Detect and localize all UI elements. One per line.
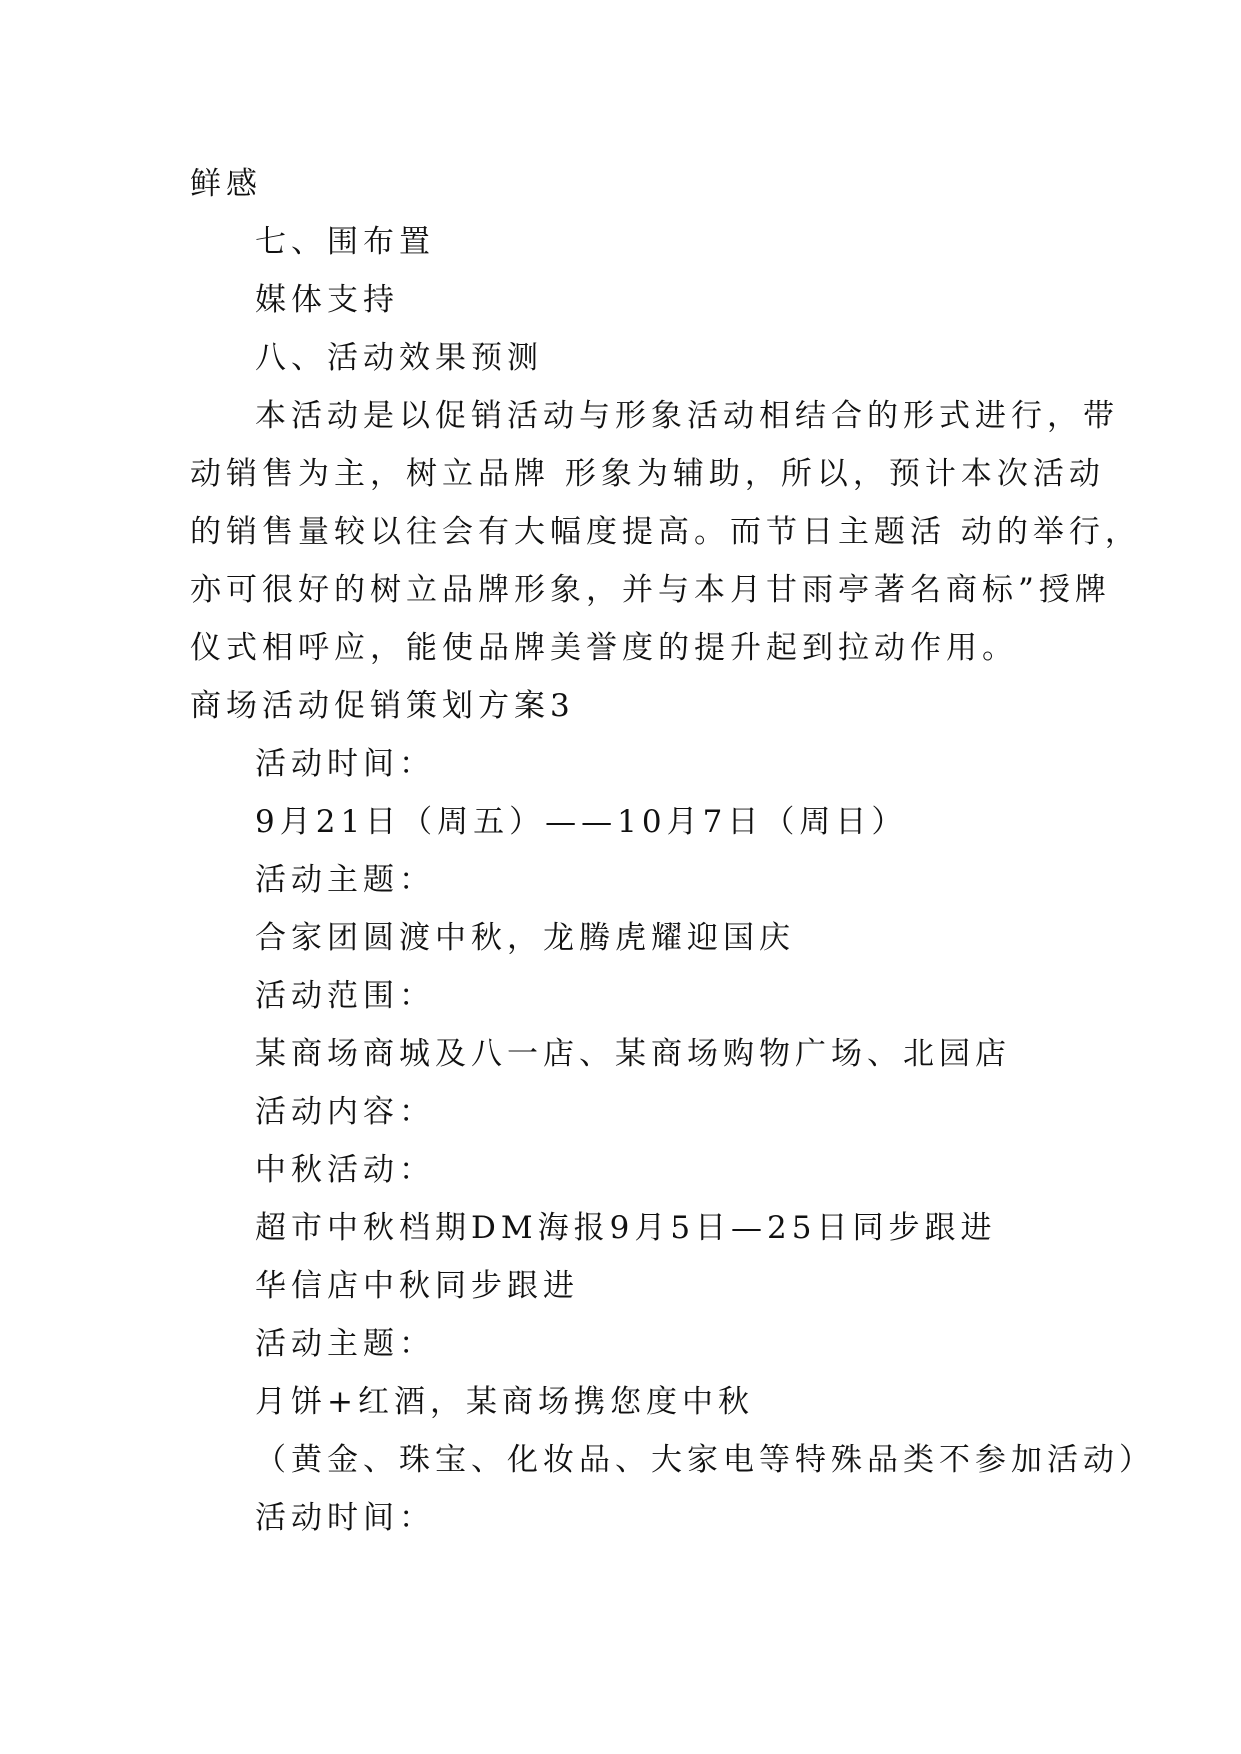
field-label: 活动主题： [255,1326,435,1362]
field-label: 活动时间： [255,1500,435,1536]
text-line: 华信店中秋同步跟进 [255,1268,579,1304]
paragraph-line: 仪式相呼应，能使品牌美誉度的提升起到拉动作用。 [190,630,1018,666]
text-line: 鲜感 [190,166,262,202]
field-label: 活动时间： [255,746,435,782]
paragraph-line: 动销售为主，树立品牌 形象为辅助，所以，预计本次活动 [190,456,1105,492]
document-subtitle: 商场活动促销策划方案3 [190,688,575,724]
paragraph-line: 本活动是以促销活动与形象活动相结合的形式进行，带 [255,398,1119,434]
paragraph-line: 的销售量较以往会有大幅度提高。而节日主题活 动的举行， [190,514,1141,550]
field-label: 活动主题： [255,862,435,898]
field-value: 9月21日（周五）——10月7日（周日） [255,804,908,840]
text-line: 媒体支持 [255,282,399,318]
field-value: 月饼+红酒，某商场携您度中秋 [255,1384,754,1420]
field-value: 合家团圆渡中秋，龙腾虎耀迎国庆 [255,920,795,956]
section-heading: 七、围布置 [255,224,435,260]
field-label: 活动内容： [255,1094,435,1130]
text-line: （黄金、珠宝、化妆品、大家电等特殊品类不参加活动） [255,1442,1155,1478]
field-value: 某商场商城及八一店、某商场购物广场、北园店 [255,1036,1011,1072]
text-line: 超市中秋档期DM海报9月5日—25日同步跟进 [255,1210,997,1246]
field-label: 活动范围： [255,978,435,1014]
field-label: 中秋活动： [255,1152,435,1188]
section-heading: 八、活动效果预测 [255,340,543,376]
paragraph-line: 亦可很好的树立品牌形象，并与本月甘雨亭著名商标”授牌 [190,572,1111,608]
